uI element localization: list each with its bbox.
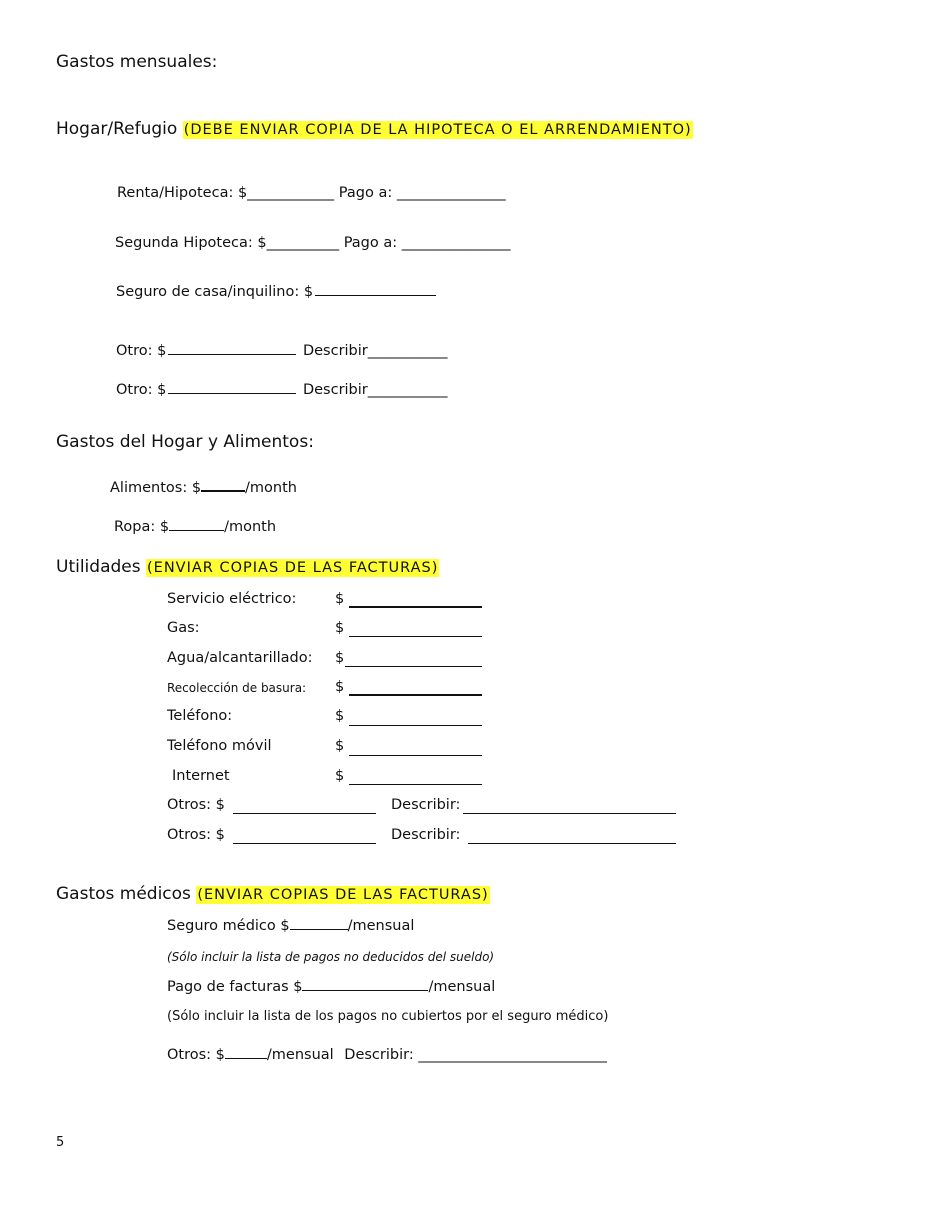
medicos-note: (ENVIAR COPIAS DE LAS FACTURAS)	[197, 887, 489, 903]
seguro-casa-line: Seguro de casa/inquilino: $	[116, 284, 438, 300]
util-otros-field-1[interactable]	[233, 813, 376, 814]
seguro-medico-line: Seguro médico $ /mensual	[167, 918, 415, 934]
seguro-medico-field[interactable]	[290, 928, 348, 930]
util-dollar-gas: $	[335, 620, 345, 636]
hogar-heading: Hogar/Refugio (DEBE ENVIAR COPIA DE LA HIPOTECA O EL ARRENDAMIENTO)	[56, 119, 692, 139]
util-field-electrico[interactable]	[349, 606, 482, 608]
otro-line-1: Otro: $ Describir___________	[116, 343, 448, 359]
util-describir-label-1: Describir:	[391, 797, 461, 813]
util-dollar-internet: $	[335, 768, 345, 784]
utilidades-heading: Utilidades (ENVIAR COPIAS DE LAS FACTURAS)	[56, 557, 439, 577]
util-field-internet[interactable]	[349, 784, 482, 785]
util-field-movil[interactable]	[349, 755, 482, 756]
util-field-gas[interactable]	[349, 636, 482, 637]
alimentos-line: Alimentos: $ /month	[110, 480, 297, 496]
util-otros-label-1: Otros: $	[167, 797, 225, 813]
alimentos-field[interactable]	[201, 489, 245, 492]
util-otros-label-2: Otros: $	[167, 827, 225, 843]
page-title: Gastos mensuales:	[56, 52, 218, 72]
seguro-casa-field[interactable]	[315, 294, 436, 296]
ropa-field[interactable]	[169, 529, 224, 531]
pago-facturas-line: Pago de facturas $ /mensual	[167, 979, 496, 995]
medicos-otros-field[interactable]	[225, 1057, 267, 1059]
util-item-basura: Recolección de basura:	[167, 681, 307, 695]
util-dollar-movil: $	[335, 738, 345, 754]
util-item-movil: Teléfono móvil	[167, 738, 272, 754]
medicos-heading: Gastos médicos (ENVIAR COPIAS DE LAS FACTURAS)	[56, 884, 489, 904]
util-otros-field-2[interactable]	[233, 843, 376, 844]
medicos-otros-line: Otros: $ /mensual Describir: __________________________	[167, 1047, 607, 1063]
page-number: 5	[56, 1135, 65, 1150]
segunda-hipoteca-line: Segunda Hipoteca: $__________ Pago a: _______________	[115, 235, 511, 251]
util-item-internet: Internet	[172, 768, 230, 784]
util-dollar-agua: $	[335, 650, 345, 666]
util-item-telefono: Teléfono:	[167, 708, 233, 724]
alimentos-heading: Gastos del Hogar y Alimentos:	[56, 432, 314, 452]
renta-line: Renta/Hipoteca: $____________ Pago a: _______________	[117, 185, 506, 201]
otro-field-2[interactable]	[168, 392, 296, 394]
util-field-basura[interactable]	[349, 694, 482, 696]
pago-facturas-note: (Sólo incluir la lista de los pagos no cubiertos por el seguro médico)	[167, 1009, 609, 1024]
util-item-gas: Gas:	[167, 620, 200, 636]
otro-line-2: Otro: $ Describir___________	[116, 382, 448, 398]
pago-facturas-field[interactable]	[302, 989, 428, 991]
util-describir-field-2[interactable]	[468, 843, 676, 844]
util-field-agua[interactable]	[345, 666, 482, 667]
utilidades-note: (ENVIAR COPIAS DE LAS FACTURAS)	[147, 560, 439, 576]
util-describir-label-2: Describir:	[391, 827, 461, 843]
util-dollar-electrico: $	[335, 591, 345, 607]
ropa-line: Ropa: $ /month	[114, 519, 277, 535]
util-item-electrico: Servicio eléctrico:	[167, 591, 297, 607]
util-field-telefono[interactable]	[349, 725, 482, 726]
hogar-note: (DEBE ENVIAR COPIA DE LA HIPOTECA O EL ARRENDAMIENTO)	[183, 122, 692, 138]
otro-field-1[interactable]	[168, 353, 296, 355]
util-dollar-basura: $	[335, 679, 345, 695]
seguro-medico-note: (Sólo incluir la lista de pagos no deducidos del sueldo)	[167, 950, 495, 964]
util-dollar-telefono: $	[335, 708, 345, 724]
util-item-agua: Agua/alcantarillado:	[167, 650, 313, 666]
util-describir-field-1[interactable]	[463, 813, 676, 814]
